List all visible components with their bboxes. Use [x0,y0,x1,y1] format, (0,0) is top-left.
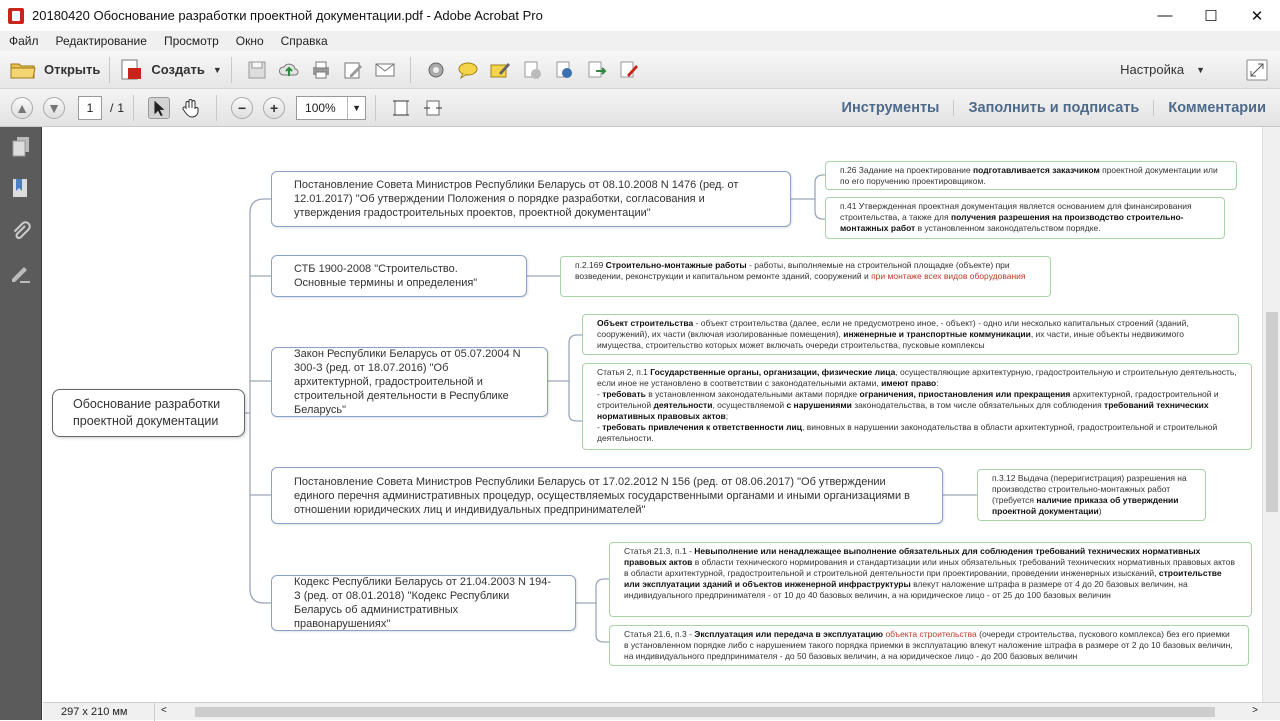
fit-page-icon[interactable] [390,97,412,119]
save-icon[interactable] [246,59,268,81]
note-p26: п.26 Задание на проектирование подготавливается заказчиком проектной документации или по его поручению проектировщиком. [825,161,1237,190]
next-page-button[interactable]: ▼ [43,97,65,119]
title-bar [0,0,1280,31]
note-p312: п.3.12 Выдача (переригистрация) разрешения на производство строительно-монтажных работ (требуется наличие приказа об утверждении проектной документации) [977,469,1206,521]
note-article213: Статья 21.3, п.1 - Невыполнение или ненадлежащее выполнение обязательных для соблюдения требований технических нормативных правовых актов в области технического нормирования и стандартизации или иных обязательных требований технических нормативных правовых актов в области архитектурной, градостроительной и строительной деятельности при проектировании, проведении инженерных изысканий, строительстве или эксплуатации зданий и объектов инженерной инфраструктуры влекут наложение штрафа в размере от 4 до 20 базовых величин, на индивидуального предпринимателя - от 10 до 40 базовых величин, а на юридическое лицо - от 25 до 100 базовых величин [609,542,1252,617]
mindmap-node-stb: СТБ 1900-2008 "Строительство. Основные термины и определения" [271,255,527,297]
select-tool-icon[interactable] [148,97,170,119]
hand-tool-icon[interactable] [180,97,202,119]
gear-icon[interactable] [425,59,447,81]
highlight-icon[interactable] [489,59,511,81]
fullscreen-icon[interactable] [1246,59,1268,81]
email-icon[interactable] [374,59,396,81]
vertical-scrollbar[interactable] [1262,127,1280,702]
chevron-down-icon: ▼ [212,64,222,75]
fit-width-icon[interactable] [422,97,444,119]
page-total: 1 [117,100,125,115]
menu-bar [0,31,1280,51]
chevron-down-icon: ▼ [347,97,365,119]
note-p41: п.41 Утвержденная проектная документация является основанием для финансирования строительства, а также для получения разрешения на производство строительно-монтажных работ в установленном законодательством порядке. [825,197,1225,239]
pages-icon[interactable] [10,135,32,157]
print-icon[interactable] [310,59,332,81]
acrobat-icon [8,8,24,24]
tab-fill-sign[interactable]: Заполнить и подписать [953,100,1153,116]
menu-edit[interactable]: Редактирование [55,34,147,48]
tab-comments[interactable]: Комментарии [1153,100,1280,116]
page-separator: / [110,100,114,115]
page-number-input[interactable]: 1 [78,96,102,120]
menu-window[interactable]: Окно [235,34,264,48]
share-icon[interactable] [553,59,575,81]
tab-tools[interactable]: Инструменты [841,100,940,116]
document-page [43,127,1262,702]
comment-icon[interactable] [457,59,479,81]
scroll-left-button[interactable]: < [161,704,167,716]
status-bar [43,702,1280,720]
horizontal-scrollbar[interactable] [155,703,1280,721]
edit-icon[interactable] [342,59,364,81]
close-button[interactable]: ✕ [1250,7,1264,25]
note-object: Объект строительства - объект строительства (далее, если не предусмотрено иное, - объект) - одно или несколько капитальных строений (зданий, сооружений), их части (включая изолированные помещения), инженерные и транспортные коммуникации, их части, иные объекты недвижимого имущества, строительство которых может включать очереди строительства, пусковые комплексы [582,314,1239,355]
scroll-thumb[interactable] [195,707,1215,717]
menu-view[interactable]: Просмотр [163,34,219,48]
signature-icon[interactable] [10,263,32,285]
mindmap-node-1476: Постановление Совета Министров Республики Беларусь от 08.10.2008 N 1476 (ред. от 12.01.2017) "Об утверждении Положения о порядке разработки, согласования и утверждения градостроительных проектов, проектной документации" [271,171,791,227]
customize-button[interactable]: Настройка ▼ [1120,62,1205,77]
attachment-icon[interactable] [10,221,32,243]
minimize-button[interactable]: — [1157,7,1173,24]
zoom-out-button[interactable]: − [231,97,253,119]
main-toolbar [0,51,1280,89]
zoom-select[interactable]: 100% ▼ [296,96,366,120]
attach-remove-icon[interactable] [521,59,543,81]
folder-icon [10,60,36,80]
create-button[interactable]: Создать ▼ [119,55,221,85]
scroll-thumb[interactable] [1266,312,1278,512]
zoom-in-button[interactable]: + [263,97,285,119]
bookmark-icon[interactable] [10,177,32,199]
export-icon[interactable] [585,59,607,81]
mindmap-node-koap: Кодекс Республики Беларусь от 21.04.2003 N 194-З (ред. от 08.01.2018) "Кодекс Республики Беларусь об административных правонарушениях" [271,575,576,631]
window-title: 20180420 Обоснование разработки проектной документации.pdf - Adobe Acrobat Pro [32,8,543,23]
maximize-button[interactable]: ☐ [1204,7,1218,25]
prev-page-button[interactable]: ▲ [11,97,33,119]
note-article216: Статья 21.6, п.3 - Эксплуатация или передача в эксплуатацию объекта строительства (очереди строительства, пускового комплекса) без его приемки в установленном порядке либо с нарушением такого порядка приемки в эксплуатацию влекут наложение штрафа в размере от 2 до 10 базовых величин, на индивидуального предпринимателя - до 50 базовых величин, а на юридическое лицо - до 200 базовых величин [609,625,1249,666]
scroll-right-button[interactable]: > [1252,704,1258,716]
chevron-down-icon: ▼ [1196,64,1205,75]
note-p2169: п.2.169 Строительно-монтажные работы - работы, выполняемые на строительной площадке (объекте) при возведении, реконструкции и капитальном ремонте зданий, сооружений и при монтаже всех видов оборудования [560,256,1051,297]
note-article2: Статья 2, п.1 Государственные органы, организации, физические лица, осуществляющие архитектурную, градостроительную и строительную деятельность, если иное не установлено в соответствии с законодательными актами, имеют право: - требовать в установленном законодательными актами порядке ограничения, приостановления или прекращения архитектурной, градостроительной и строительной деятельности, осуществляемой с нарушениями законодательства, в том числе обязательных для соблюдения требований технических нормативных правовых актов; - требовать привлечения к ответственности лиц, виновных в нарушении законодательства в области архитектурной, градостроительной и строительной деятельности. [582,363,1252,450]
panel-tabs [828,89,1280,127]
mindmap-root: Обоснование разработки проектной документации [52,389,245,437]
sign-icon[interactable] [617,59,639,81]
mindmap-node-156: Постановление Совета Министров Республики Беларусь от 17.02.2012 N 156 (ред. от 08.06.2017) "Об утверждении единого перечня административных процедур, осуществляемых государственными органами и иными организациями в отношении юридических лиц и индивидуальных предпринимателей" [271,467,943,524]
cloud-upload-icon[interactable] [278,59,300,81]
menu-file[interactable]: Файл [9,34,39,48]
mindmap-node-law: Закон Республики Беларусь от 05.07.2004 N 300-З (ред. от 18.07.2016) "Об архитектурной, градостроительной и строительной деятельности в Республике Беларусь" [271,347,548,417]
create-pdf-icon [119,58,143,82]
navigation-pane [0,127,42,720]
menu-help[interactable]: Справка [280,34,328,48]
page-size: 297 x 210 мм [43,703,155,721]
open-button[interactable]: Открыть [10,55,100,85]
